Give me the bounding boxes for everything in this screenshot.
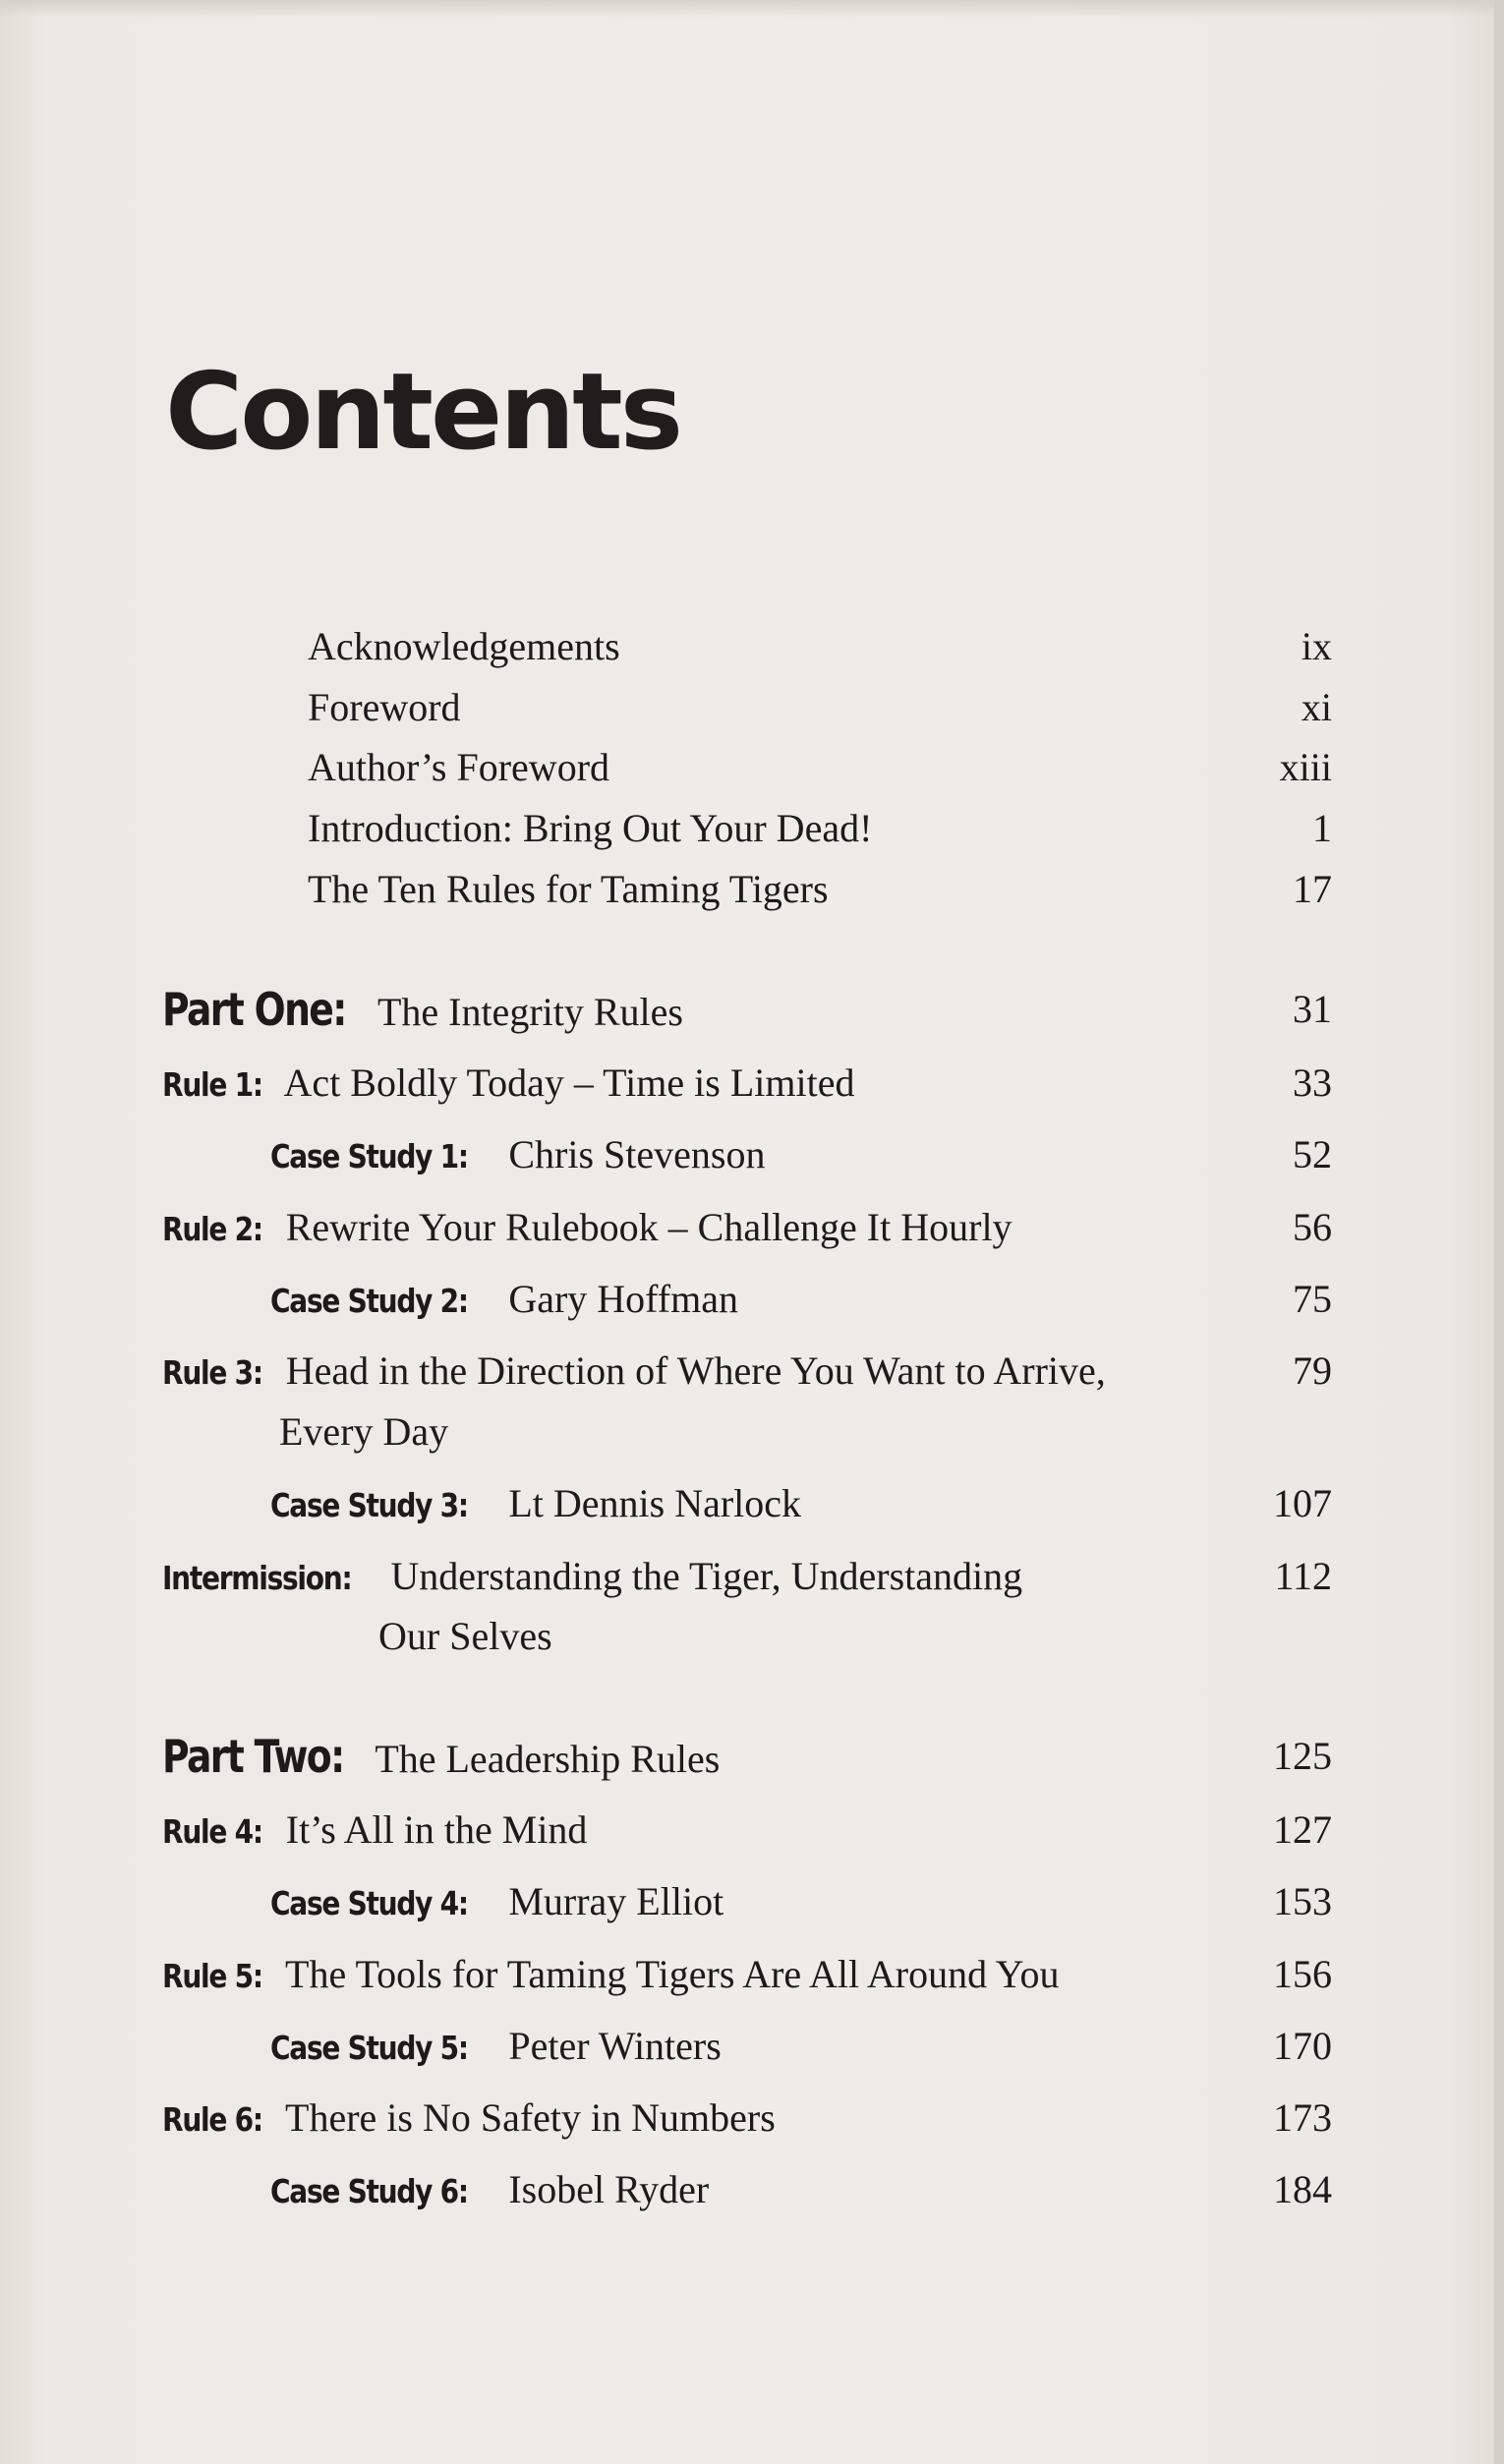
rule-label: Rule 1: <box>162 1065 262 1104</box>
page-title: Contents <box>165 351 681 474</box>
toc-entry-text: Isobel Ryder <box>508 2167 710 2211</box>
case-study-label: Case Study 3: <box>270 1486 468 1524</box>
page-top-edge <box>0 0 1504 18</box>
toc-page-number: 75 <box>1293 1277 1332 1321</box>
toc-page-number: 173 <box>1273 2095 1332 2140</box>
part-title: The Integrity Rules <box>376 990 683 1034</box>
toc-entry-text: Act Boldly Today – Time is Limited <box>283 1060 855 1105</box>
case-study-label: Case Study 1: <box>270 1137 468 1175</box>
toc-page-number: ix <box>1301 624 1332 668</box>
rule-label: Rule 3: <box>162 1353 262 1392</box>
toc-entry-text: Lt Dennis Narlock <box>508 1481 802 1525</box>
toc-entry-text: Understanding the Tiger, Understanding <box>390 1554 1023 1598</box>
toc-page-number: 31 <box>1293 987 1332 1031</box>
intermission-label: Intermission: <box>162 1559 352 1597</box>
toc-entry-text: There is No Safety in Numbers <box>285 2095 776 2140</box>
toc-entry-text: The Ten Rules for Taming Tigers <box>308 867 829 911</box>
toc-page-number: 184 <box>1273 2167 1332 2211</box>
toc-page-number: 153 <box>1273 1879 1332 1923</box>
toc-entry-text: Acknowledgements <box>308 624 620 668</box>
toc-page-number: 125 <box>1273 1734 1332 1778</box>
toc-page-number: 156 <box>1273 1952 1332 1996</box>
toc-entry-text: Gary Hoffman <box>508 1277 738 1321</box>
case-study-label: Case Study 5: <box>270 2029 468 2067</box>
rule-label: Rule 2: <box>162 1210 262 1248</box>
toc-entry-text-continued: Every Day <box>279 1409 449 1454</box>
toc-page-number: 127 <box>1273 1807 1332 1852</box>
toc-page-number: 56 <box>1293 1205 1332 1249</box>
toc-page-number: 1 <box>1312 806 1332 850</box>
toc-entry-text: Rewrite Your Rulebook – Challenge It Hourly <box>285 1205 1012 1249</box>
page-right-edge <box>1494 0 1504 2464</box>
part-title: The Leadership Rules <box>375 1737 721 1781</box>
toc-page-number: 107 <box>1273 1481 1332 1525</box>
toc-entry-text: Chris Stevenson <box>508 1132 766 1176</box>
toc-entry-text: Introduction: Bring Out Your Dead! <box>308 806 873 850</box>
toc-entry-text: Peter Winters <box>508 2024 722 2068</box>
toc-page-number: xi <box>1301 685 1332 729</box>
toc-page-number: 112 <box>1274 1554 1332 1598</box>
toc-page-number: 79 <box>1293 1348 1332 1393</box>
part-label: Part One: <box>162 983 346 1036</box>
toc-entry-text: It’s All in the Mind <box>285 1807 588 1852</box>
toc-entry-text-continued: Our Selves <box>378 1614 552 1658</box>
part-label: Part Two: <box>162 1730 344 1783</box>
toc-page-number: 52 <box>1293 1132 1332 1176</box>
toc-page-number: xiii <box>1279 745 1332 789</box>
rule-label: Rule 6: <box>162 2100 262 2139</box>
toc-page-number: 170 <box>1273 2024 1332 2068</box>
toc-entry-text: The Tools for Taming Tigers Are All Around You <box>285 1952 1060 1996</box>
toc-entry-text: Murray Elliot <box>508 1879 724 1923</box>
rule-label: Rule 5: <box>162 1957 262 1995</box>
case-study-label: Case Study 6: <box>270 2172 468 2210</box>
case-study-label: Case Study 4: <box>270 1884 468 1922</box>
case-study-label: Case Study 2: <box>270 1282 468 1320</box>
toc-page-number: 33 <box>1293 1060 1332 1105</box>
toc-entry-text: Foreword <box>308 685 461 729</box>
toc-entry-text: Author’s Foreword <box>308 745 610 789</box>
toc-page-number: 17 <box>1293 867 1332 911</box>
rule-label: Rule 4: <box>162 1812 262 1851</box>
toc-entry-text: Head in the Direction of Where You Want to Arrive, <box>285 1348 1106 1393</box>
